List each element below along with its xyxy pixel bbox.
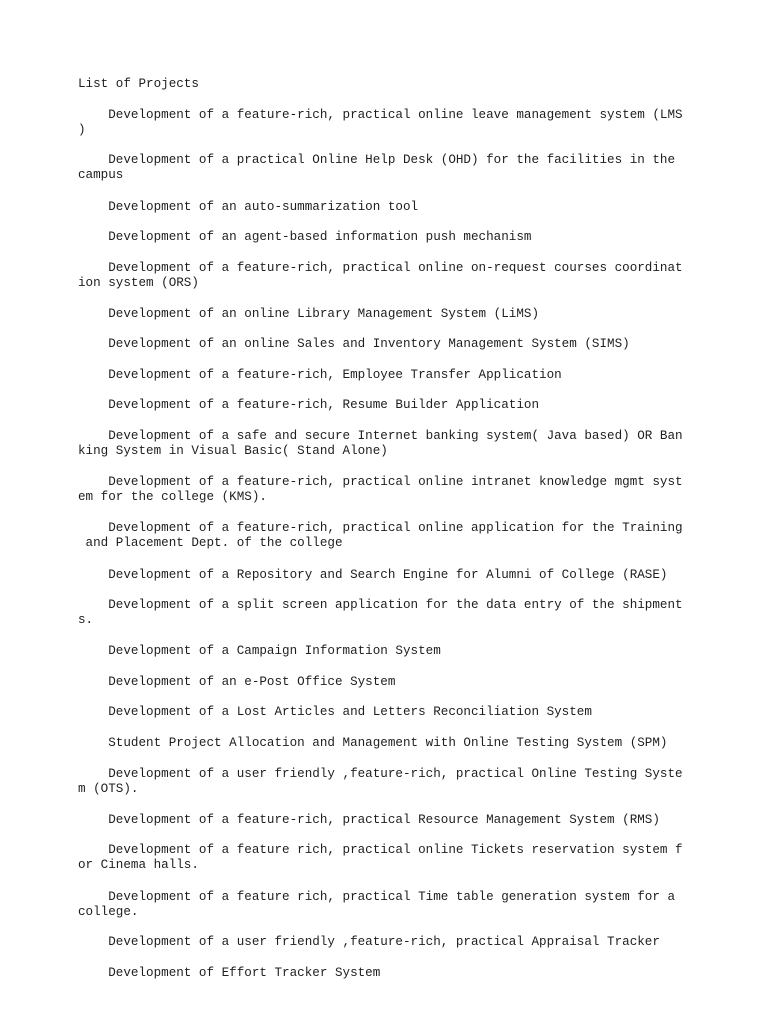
project-item: Development of a feature-rich, practical online on-request courses coordinat ion system (ORS): [78, 261, 683, 291]
project-item: Development of a user friendly ,feature-rich, practical Appraisal Tracker: [78, 935, 660, 949]
project-item: Development of an online Sales and Inventory Management System (SIMS): [78, 337, 630, 351]
project-item: Development of a feature rich, practical Time table generation system for a college.: [78, 890, 676, 920]
project-item: Development of a feature-rich, Employee Transfer Application: [78, 368, 562, 382]
project-item: Development of a Campaign Information System: [78, 644, 441, 658]
project-item: Development of a feature-rich, Resume Builder Application: [78, 398, 540, 412]
project-item: Development of a feature rich, practical online Tickets reservation system f or Cinema halls.: [78, 843, 683, 873]
project-item: Development of a safe and secure Internet banking system( Java based) OR Ban king System in Visual Basic( Stand Alone): [78, 429, 683, 459]
project-item: Development of a user friendly ,feature-rich, practical Online Testing Syste m (OTS).: [78, 767, 683, 797]
project-item: Development of a feature-rich, practical online application for the Training and Placement Dept. of the college: [85, 521, 683, 551]
project-item: Development of a Repository and Search Engine for Alumni of College (RASE): [78, 568, 668, 582]
project-item: Development of an online Library Management System (LiMS): [78, 307, 540, 321]
project-item: Development of a practical Online Help Desk (OHD) for the facilities in the campus: [78, 153, 676, 183]
project-item: Development of a feature-rich, practical online leave management system (LMS ): [78, 108, 683, 138]
document-title: List of Projects: [78, 77, 199, 91]
project-item: Development of an e-Post Office System: [78, 675, 396, 689]
project-item: Development of an agent-based information push mechanism: [78, 230, 532, 244]
project-item: Development of an auto-summarization tool: [78, 200, 419, 214]
project-item: Development of a split screen application for the data entry of the shipment s.: [78, 598, 683, 628]
project-item: Development of a feature-rich, practical online intranet knowledge mgmt syst em for the college (KMS).: [78, 475, 683, 505]
project-item: Development of a feature-rich, practical Resource Management System (RMS): [78, 813, 660, 827]
project-item: Student Project Allocation and Management with Online Testing System (SPM): [78, 736, 668, 750]
project-item: Development of a Lost Articles and Letters Reconciliation System: [78, 705, 592, 719]
project-item: Development of Effort Tracker System: [78, 966, 381, 980]
